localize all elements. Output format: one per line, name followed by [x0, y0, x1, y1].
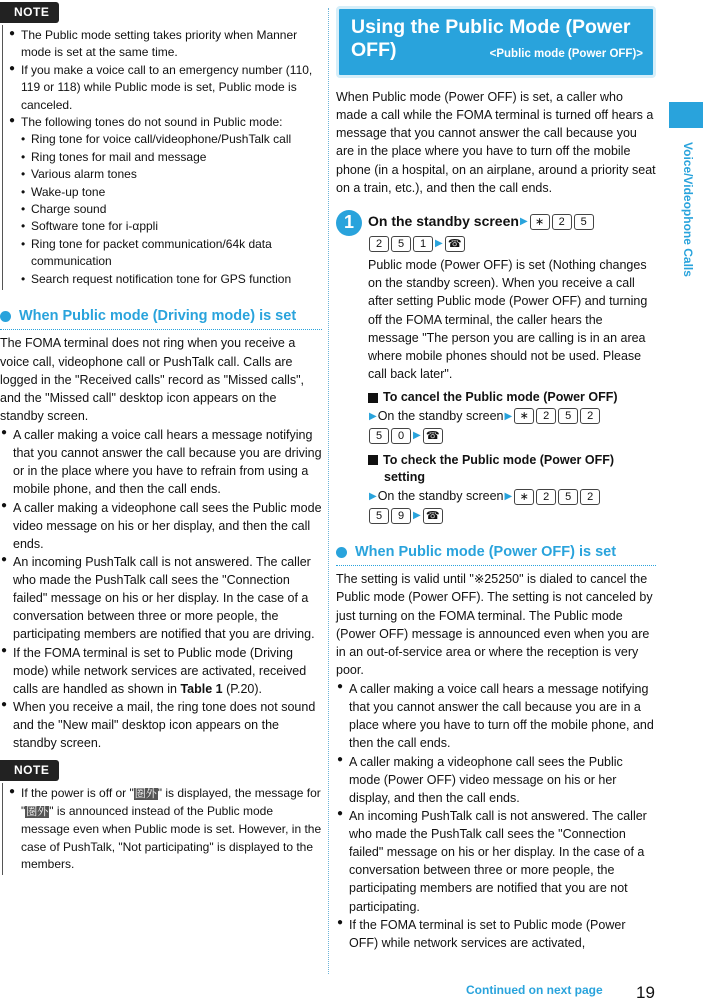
driving-bullet	[0, 644, 322, 698]
check-heading	[368, 452, 656, 488]
section-title-text: When Public mode (Power OFF) is set	[355, 543, 617, 560]
cancel-lead: On the standby screen	[377, 408, 504, 423]
column-divider	[328, 8, 329, 974]
note-text: " is announced instead of the Public mode message even when Public mode is set. However, in the case of PushTalk, "Not participating" is displayed to the members.	[21, 804, 322, 872]
call-key-icon: ☎	[445, 236, 465, 252]
step-body	[368, 211, 656, 526]
step-heading	[368, 211, 656, 254]
step-text: Public mode (Power OFF) is set (Nothing changes on the standby screen). When you receive a call after setting Public mode (Power OFF) and turning off the FOMA terminal, the caller hears the message "The person you are calling is in an area where mobile phones should not be used. Please call back later".	[368, 258, 648, 381]
tone-item: • Various alarm tones	[21, 166, 322, 183]
key-button: 2	[580, 489, 600, 505]
key-button: 2	[369, 236, 389, 252]
note-tag: NOTE	[0, 2, 59, 23]
key-button: 0	[391, 428, 411, 444]
power-off-intro: When Public mode (Power OFF) is set, a caller who made a call while the FOMA terminal is turned off hears a message that you cannot answer the call because you are in the place where you have to turn off the mobile phone (in a hospital, on an airplane, around a priority seat on a train, etc.), and then the call ends.	[336, 90, 656, 195]
arrow-right-icon: ▶	[504, 490, 513, 502]
tone-item: • Ring tones for mail and message	[21, 149, 322, 166]
step-number: 1	[336, 210, 362, 236]
power-off-set-intro: The setting is valid until "※25250" is dialed to cancel the Public mode (Power OFF). The setting is not canceled by just turning on the FOMA terminal. The Public mode (Power OFF) message is announced even when you are in an out-of-service area or where the reception is very poor.	[336, 572, 653, 677]
power-off-section	[336, 538, 656, 952]
key-button: 5	[574, 214, 594, 230]
cancel-heading-text: To cancel the Public mode (Power OFF)	[383, 390, 618, 404]
note-section-top	[0, 2, 322, 290]
key-button: 5	[369, 428, 389, 444]
section-banner	[336, 6, 656, 78]
table-reference: Table 1	[180, 681, 223, 696]
check-lead: On the standby screen	[377, 489, 504, 503]
key-button: 1	[413, 236, 433, 252]
bullet-text: If the FOMA terminal is set to Public mode (Driving mode) while network services are activated, received calls are handled as shown in	[13, 645, 307, 696]
tone-list	[21, 131, 322, 288]
driving-bullet: ● A caller making a videophone call sees the Public mode video message on his or her display, and then the call ends.	[0, 499, 322, 553]
arrow-right-icon: ▶	[369, 490, 377, 502]
call-key-icon: ☎	[423, 428, 443, 444]
arrow-right-icon: ▶	[519, 216, 528, 228]
step-1	[336, 211, 656, 526]
power-off-bullet: ● If the FOMA terminal is set to Public mode (Power OFF) while network services are activated,	[336, 916, 656, 952]
section-title-power-off	[336, 538, 656, 567]
note-box	[2, 783, 322, 875]
continued-on-next-page: Continued on next page	[466, 983, 603, 997]
key-button: 5	[558, 408, 578, 424]
section-title-driving	[0, 302, 322, 331]
driving-intro: The FOMA terminal does not ring when you receive a voice call, videophone call or PushTalk call. Calls are logged in the "Received calls" record as "Missed calls", and the "Missed call" desktop icon appears on the standby screen.	[0, 336, 304, 423]
step-heading-text: On the standby screen	[368, 212, 519, 229]
tone-item: • Ring tone for voice call/videophone/PushTalk call	[21, 131, 322, 148]
page-reference: (P.20).	[222, 681, 262, 696]
driving-bullets	[0, 426, 322, 752]
section-title-text: When Public mode (Driving mode) is set	[19, 307, 297, 324]
note-text: If the power is off or "	[21, 786, 134, 801]
check-keys	[368, 487, 656, 526]
arrow-right-icon: ▶	[369, 410, 377, 422]
cancel-keys	[368, 407, 656, 446]
arrow-right-icon: ▶	[413, 430, 421, 442]
driving-bullet: ● When you receive a mail, the ring tone does not sound and the "New mail" desktop icon appears on the standby screen.	[0, 698, 322, 752]
side-section-label: Voice/Videophone Calls	[681, 142, 695, 277]
arrow-right-icon: ▶	[504, 410, 513, 422]
side-tab-marker	[669, 102, 703, 128]
key-button: ∗	[514, 408, 534, 424]
note-section-bottom	[0, 760, 322, 875]
note-text: " is displayed, the message for "	[21, 786, 321, 819]
right-column	[336, 0, 656, 952]
bullet-dot-icon	[336, 547, 347, 558]
power-off-bullet: ● A caller making a videophone call sees the Public mode (Power OFF) video message on his or her display, and then the call ends.	[336, 753, 656, 807]
left-column	[0, 0, 322, 875]
note-box	[2, 25, 322, 290]
key-button: 5	[369, 508, 389, 524]
key-button: 9	[391, 508, 411, 524]
driving-mode-section	[0, 302, 322, 752]
cancel-heading	[368, 389, 656, 407]
square-bullet-icon	[368, 393, 378, 403]
power-off-bullet: ● An incoming PushTalk call is not answered. The caller who made the PushTalk call sees the "Connection failed" message on his or her display. In the case of a conversation between three or more people, the participating members are notified that you are not participating.	[336, 807, 656, 916]
key-button: ∗	[530, 214, 550, 230]
key-button: 2	[536, 489, 556, 505]
tone-item: • Charge sound	[21, 201, 322, 218]
arrow-right-icon: ▶	[435, 237, 443, 249]
tone-item: • Ring tone for packet communication/64k data communication	[21, 236, 322, 271]
note-tag: NOTE	[0, 760, 59, 781]
out-of-area-icon: 圏外	[134, 788, 157, 801]
note-item: ● The Public mode setting takes priority when Manner mode is set at the same time.	[9, 27, 322, 62]
square-bullet-icon	[368, 455, 378, 465]
note-item-text: The following tones do not sound in Public mode:	[21, 114, 283, 129]
power-off-bullets	[336, 680, 656, 952]
tone-item: • Wake-up tone	[21, 184, 322, 201]
banner-function-tag: <Public mode (Power OFF)>	[489, 47, 643, 60]
arrow-right-icon: ▶	[413, 510, 421, 522]
call-key-icon: ☎	[423, 508, 443, 524]
page-number: 19	[636, 983, 655, 998]
tone-item: • Software tone for i-αppli	[21, 218, 322, 235]
out-of-area-icon: 圏外	[26, 806, 49, 819]
tone-item: • Search request notification tone for GPS function	[21, 271, 322, 288]
note-item	[9, 785, 322, 873]
note-item	[9, 114, 322, 288]
check-heading-text: setting	[384, 470, 425, 485]
key-button: 2	[552, 214, 572, 230]
driving-bullet: ● An incoming PushTalk call is not answered. The caller who made the PushTalk call sees the "Connection failed" message on his or her display. In the case of a conversation between three or more people, the participating members are notified that you are driving.	[0, 553, 322, 644]
key-button: 5	[558, 489, 578, 505]
banner-title: Using the Public Mode (Power OFF)	[351, 16, 631, 62]
driving-bullet: ● A caller making a voice call hears a message notifying that you cannot answer the call because you are driving or in the place where you have to refrain from using a mobile phone, and then the call ends.	[0, 426, 322, 499]
key-button: 2	[580, 408, 600, 424]
check-heading-text: To check the Public mode (Power OFF)	[383, 452, 615, 467]
key-button: 5	[391, 236, 411, 252]
power-off-bullet: ● A caller making a voice call hears a message notifying that you cannot answer the call because you are in a place where you have to turn off the mobile phone, and then the call ends.	[336, 680, 656, 753]
key-button: ∗	[514, 489, 534, 505]
bullet-dot-icon	[0, 311, 11, 322]
key-button: 2	[536, 408, 556, 424]
note-item: ● If you make a voice call to an emergency number (110, 119 or 118) while Public mode is set, Public mode is canceled.	[9, 62, 322, 114]
